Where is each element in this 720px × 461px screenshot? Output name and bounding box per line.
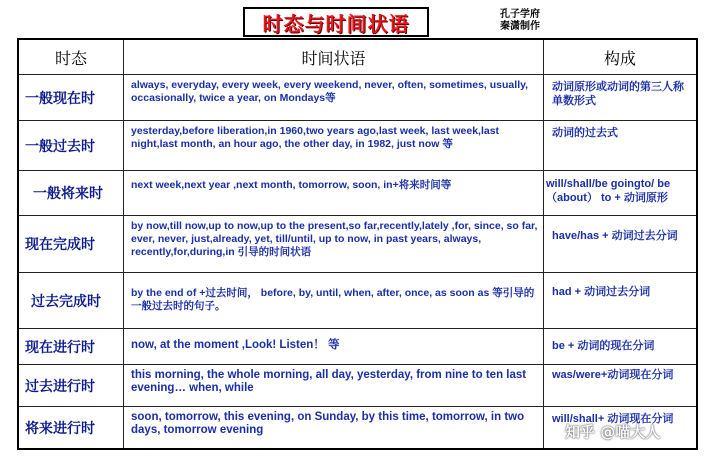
row-form: be + 动词的现在分词 — [544, 329, 696, 365]
row-form: will/shall+ 动词现在分词 — [552, 413, 674, 425]
title-box — [243, 7, 429, 37]
credit-line-2: 秦潇制作 — [500, 21, 540, 32]
row-expressions: now, at the moment ,Look! Listen！ 等 — [124, 329, 544, 365]
row-tense: 一般将来时 — [19, 171, 124, 216]
row-tense: 过去进行时 — [19, 365, 124, 407]
row-expressions: soon, tomorrow, this evening, on Sunday, by this time, tomorrow, in two days, tomorrow evening — [124, 407, 544, 448]
row-expressions: yesterday,before liberation,in 1960,two years ago,last week, last week,last night,last month, an hour ago, the other day, in 1982, just now 等 — [124, 121, 544, 171]
header-expressions: 时间状语 — [124, 40, 544, 75]
row-expressions: next week,next year ,next month, tomorrow, soon, in+将来时间等 — [124, 171, 544, 216]
row-tense: 将来进行时 — [19, 407, 124, 448]
row-tense: 现在进行时 — [19, 329, 124, 365]
row-tense: 一般过去时 — [19, 121, 124, 171]
page-title: 时态与时间状语 — [262, 11, 410, 36]
row-tense: 现在完成时 — [19, 216, 124, 273]
tense-table — [17, 38, 698, 450]
row-form: had + 动词过去分词 — [544, 273, 696, 329]
credit-line-1: 孔子学府 — [500, 9, 540, 20]
row-form: 动词的过去式 — [544, 121, 696, 171]
row-form: was/were+动词现在分词 — [544, 365, 696, 407]
row-expressions: by the end of +过去时间， before, by, until, when, after, once, as soon as 等引导的一般过去时的句子。 — [124, 273, 544, 329]
row-form: will/shall/be goingto/ be（about） to + 动词原形 — [544, 171, 696, 216]
zhihu-watermark: 知乎 @喵大人 — [565, 423, 661, 441]
row-expressions: by now,till now,up to now,up to the present,so far,recently,lately ,for, since, so far, ever, never, just,already, yet, till/until, up to now, in past years, always, recently,for,during,in 引导的时间状语 — [124, 216, 544, 273]
row-form: 动词原形或动词的第三人称单数形式 — [544, 75, 696, 121]
row-expressions: always, everyday, every week, every weekend, never, often, sometimes, usually, occasionally, twice a year, on Mondays等 — [124, 75, 544, 121]
header-form: 构成 — [544, 40, 696, 75]
credit-label — [500, 9, 556, 33]
row-form: have/has + 动词过去分词 — [544, 216, 696, 273]
row-expressions: this morning, the whole morning, all day, yesterday, from nine to ten last evening… when, while — [124, 365, 544, 407]
header-tense: 时态 — [19, 40, 124, 75]
row-tense: 一般现在时 — [19, 75, 124, 121]
row-tense: 过去完成时 — [19, 273, 124, 329]
